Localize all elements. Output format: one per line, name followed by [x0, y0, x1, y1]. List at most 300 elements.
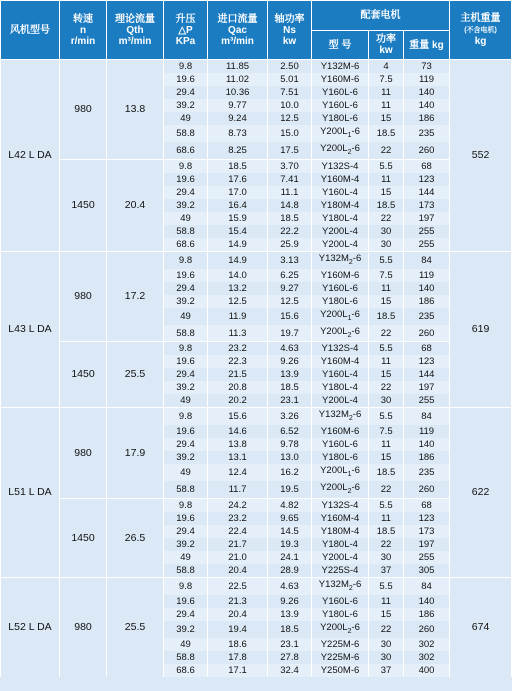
motor-type-cell: Y160L-6 [312, 595, 369, 608]
motor-weight-cell: 260 [404, 325, 450, 342]
motor-power-cell: 37 [369, 564, 404, 578]
table-row [1, 499, 512, 513]
speed-cell: 980 [60, 408, 107, 499]
motor-type-cell: $Y200L_2-6$ [312, 481, 369, 498]
inlet-flow-cell: 14.9 [208, 251, 268, 268]
theoretical-flow-cell: 13.8 [107, 60, 164, 160]
motor-power-cell: 5.5 [369, 251, 404, 268]
table-row [1, 251, 512, 268]
inlet-flow-cell: 22.3 [208, 355, 268, 368]
main-weight-cell: 552 [450, 60, 512, 252]
pressure-cell: 9.8 [164, 578, 208, 595]
motor-power-cell: 5.5 [369, 578, 404, 595]
motor-type-cell: Y160M-4 [312, 173, 369, 186]
inlet-flow-cell: 15.4 [208, 225, 268, 238]
pressure-cell: 19.6 [164, 269, 208, 282]
motor-type-cell: Y180L-4 [312, 381, 369, 394]
motor-weight-cell: 260 [404, 142, 450, 159]
pressure-cell: 49 [164, 464, 208, 481]
shaft-power-cell: 19.5 [268, 481, 312, 498]
pressure-cell: 49 [164, 394, 208, 408]
table-row [1, 408, 512, 425]
header-speed: 转速 n r/min [60, 1, 107, 60]
motor-power-cell: 30 [369, 551, 404, 564]
motor-type-cell: Y132S-4 [312, 499, 369, 513]
pressure-cell: 39.2 [164, 295, 208, 308]
motor-power-cell: 11 [369, 438, 404, 451]
inlet-flow-cell: 17.6 [208, 173, 268, 186]
motor-weight-cell: 68 [404, 159, 450, 173]
motor-weight-cell: 84 [404, 408, 450, 425]
shaft-power-cell: 27.8 [268, 651, 312, 664]
motor-weight-cell: 260 [404, 621, 450, 638]
motor-weight-cell: 255 [404, 551, 450, 564]
inlet-flow-cell: 9.77 [208, 99, 268, 112]
inlet-flow-cell: 18.5 [208, 159, 268, 173]
pressure-cell: 49 [164, 308, 208, 325]
pressure-cell: 29.4 [164, 368, 208, 381]
pressure-cell: 9.8 [164, 159, 208, 173]
shaft-power-cell: 3.26 [268, 408, 312, 425]
motor-type-cell: Y160M-6 [312, 425, 369, 438]
shaft-power-cell: 7.41 [268, 173, 312, 186]
motor-type-cell: Y132S-4 [312, 159, 369, 173]
shaft-power-cell: 10.0 [268, 99, 312, 112]
motor-power-cell: 18.5 [369, 525, 404, 538]
inlet-flow-cell: 9.24 [208, 112, 268, 125]
motor-type-cell: Y180L-6 [312, 608, 369, 621]
motor-power-cell: 22 [369, 481, 404, 498]
inlet-flow-cell: 17.0 [208, 186, 268, 199]
inlet-flow-cell: 14.9 [208, 238, 268, 252]
theoretical-flow-cell: 25.5 [107, 578, 164, 677]
motor-power-cell: 22 [369, 325, 404, 342]
motor-type-cell: Y132S-4 [312, 342, 369, 356]
inlet-flow-cell: 21.3 [208, 595, 268, 608]
motor-weight-cell: 119 [404, 73, 450, 86]
main-weight-cell: 674 [450, 578, 512, 677]
motor-power-cell: 7.5 [369, 73, 404, 86]
speed-cell: 980 [60, 251, 107, 342]
inlet-flow-cell: 20.4 [208, 564, 268, 578]
shaft-power-cell: 15.6 [268, 308, 312, 325]
inlet-flow-cell: 13.8 [208, 438, 268, 451]
motor-weight-cell: 140 [404, 282, 450, 295]
motor-power-cell: 5.5 [369, 159, 404, 173]
motor-power-cell: 18.5 [369, 308, 404, 325]
inlet-flow-cell: 19.4 [208, 621, 268, 638]
pressure-cell: 19.6 [164, 355, 208, 368]
inlet-flow-cell: 14.0 [208, 269, 268, 282]
motor-weight-cell: 84 [404, 251, 450, 268]
shaft-power-cell: 13.0 [268, 451, 312, 464]
theoretical-flow-cell: 17.9 [107, 408, 164, 499]
motor-type-cell: Y160L-6 [312, 86, 369, 99]
motor-weight-cell: 140 [404, 86, 450, 99]
pressure-cell: 58.8 [164, 325, 208, 342]
pressure-cell: 58.8 [164, 564, 208, 578]
motor-power-cell: 11 [369, 282, 404, 295]
motor-type-cell: Y200L-4 [312, 394, 369, 408]
shaft-power-cell: 9.27 [268, 282, 312, 295]
shaft-power-cell: 3.13 [268, 251, 312, 268]
motor-type-cell: $Y132M_2-6$ [312, 251, 369, 268]
motor-power-cell: 22 [369, 621, 404, 638]
shaft-power-cell: 22.2 [268, 225, 312, 238]
motor-power-cell: 22 [369, 381, 404, 394]
table-row [1, 159, 512, 173]
pressure-cell: 58.8 [164, 481, 208, 498]
inlet-flow-cell: 14.6 [208, 425, 268, 438]
speed-cell: 980 [60, 578, 107, 677]
shaft-power-cell: 14.5 [268, 525, 312, 538]
motor-weight-cell: 173 [404, 199, 450, 212]
inlet-flow-cell: 20.8 [208, 381, 268, 394]
motor-power-cell: 30 [369, 225, 404, 238]
inlet-flow-cell: 13.1 [208, 451, 268, 464]
shaft-power-cell: 23.1 [268, 638, 312, 651]
motor-power-cell: 4 [369, 60, 404, 74]
motor-type-cell: Y225M-6 [312, 638, 369, 651]
motor-type-cell: Y180L-4 [312, 212, 369, 225]
speed-cell: 1450 [60, 342, 107, 408]
pressure-cell: 19.6 [164, 425, 208, 438]
shaft-power-cell: 5.01 [268, 73, 312, 86]
motor-weight-cell: 144 [404, 368, 450, 381]
motor-power-cell: 30 [369, 651, 404, 664]
model-name-cell: L52 L DA [1, 578, 60, 677]
theoretical-flow-cell: 26.5 [107, 499, 164, 578]
pressure-cell: 9.8 [164, 499, 208, 513]
inlet-flow-cell: 12.4 [208, 464, 268, 481]
motor-power-cell: 22 [369, 142, 404, 159]
theoretical-flow-cell: 20.4 [107, 159, 164, 251]
motor-power-cell: 15 [369, 112, 404, 125]
shaft-power-cell: 11.1 [268, 186, 312, 199]
motor-weight-cell: 123 [404, 173, 450, 186]
motor-weight-cell: 123 [404, 355, 450, 368]
motor-power-cell: 30 [369, 238, 404, 252]
motor-power-cell: 11 [369, 99, 404, 112]
motor-weight-cell: 235 [404, 308, 450, 325]
motor-type-cell: $Y132M_2-6$ [312, 578, 369, 595]
motor-power-cell: 15 [369, 608, 404, 621]
motor-type-cell: $Y200L_2-6$ [312, 325, 369, 342]
motor-weight-cell: 302 [404, 638, 450, 651]
inlet-flow-cell: 24.2 [208, 499, 268, 513]
shaft-power-cell: 13.9 [268, 368, 312, 381]
motor-power-cell: 7.5 [369, 269, 404, 282]
inlet-flow-cell: 11.02 [208, 73, 268, 86]
pressure-cell: 19.6 [164, 73, 208, 86]
motor-weight-cell: 140 [404, 438, 450, 451]
shaft-power-cell: 19.3 [268, 538, 312, 551]
motor-type-cell: Y180L-6 [312, 451, 369, 464]
motor-weight-cell: 305 [404, 564, 450, 578]
motor-type-cell: Y160L-6 [312, 99, 369, 112]
shaft-power-cell: 23.1 [268, 394, 312, 408]
inlet-flow-cell: 20.4 [208, 608, 268, 621]
motor-type-cell: Y250M-6 [312, 664, 369, 677]
shaft-power-cell: 6.25 [268, 269, 312, 282]
motor-weight-cell: 197 [404, 212, 450, 225]
motor-type-cell: Y160M-4 [312, 355, 369, 368]
motor-power-cell: 7.5 [369, 425, 404, 438]
motor-power-cell: 22 [369, 212, 404, 225]
inlet-flow-cell: 23.2 [208, 512, 268, 525]
motor-power-cell: 5.5 [369, 499, 404, 513]
pressure-cell: 29.4 [164, 86, 208, 99]
motor-power-cell: 15 [369, 451, 404, 464]
shaft-power-cell: 6.52 [268, 425, 312, 438]
motor-weight-cell: 73 [404, 60, 450, 74]
shaft-power-cell: 32.4 [268, 664, 312, 677]
model-name-cell: L43 L DA [1, 251, 60, 408]
motor-weight-cell: 84 [404, 578, 450, 595]
motor-type-cell: $Y132M_2-6$ [312, 408, 369, 425]
shaft-power-cell: 7.51 [268, 86, 312, 99]
shaft-power-cell: 16.2 [268, 464, 312, 481]
motor-weight-cell: 255 [404, 238, 450, 252]
motor-weight-cell: 197 [404, 381, 450, 394]
shaft-power-cell: 28.9 [268, 564, 312, 578]
pressure-cell: 29.4 [164, 282, 208, 295]
motor-weight-cell: 186 [404, 295, 450, 308]
motor-type-cell: Y160M-6 [312, 73, 369, 86]
shaft-power-cell: 3.70 [268, 159, 312, 173]
inlet-flow-cell: 11.3 [208, 325, 268, 342]
motor-type-cell: Y200L-4 [312, 225, 369, 238]
shaft-power-cell: 9.78 [268, 438, 312, 451]
motor-weight-cell: 255 [404, 394, 450, 408]
motor-weight-cell: 260 [404, 481, 450, 498]
inlet-flow-cell: 8.73 [208, 125, 268, 142]
inlet-flow-cell: 23.2 [208, 342, 268, 356]
shaft-power-cell: 12.5 [268, 112, 312, 125]
motor-power-cell: 30 [369, 394, 404, 408]
motor-weight-cell: 68 [404, 342, 450, 356]
main-weight-cell: 622 [450, 408, 512, 578]
pressure-cell: 39.2 [164, 538, 208, 551]
pressure-cell: 68.6 [164, 238, 208, 252]
motor-type-cell: Y160L-4 [312, 186, 369, 199]
shaft-power-cell: 9.26 [268, 595, 312, 608]
motor-power-cell: 5.5 [369, 408, 404, 425]
motor-power-cell: 15 [369, 186, 404, 199]
pressure-cell: 68.6 [164, 142, 208, 159]
pressure-cell: 39.2 [164, 199, 208, 212]
table-row [1, 342, 512, 356]
motor-weight-cell: 119 [404, 269, 450, 282]
header-pressure-rise: 升压 △P KPa [164, 1, 208, 60]
pressure-cell: 19.6 [164, 512, 208, 525]
pressure-cell: 39.2 [164, 451, 208, 464]
shaft-power-cell: 9.65 [268, 512, 312, 525]
table-row [1, 60, 512, 74]
pressure-cell: 29.4 [164, 525, 208, 538]
pressure-cell: 9.8 [164, 408, 208, 425]
inlet-flow-cell: 13.2 [208, 282, 268, 295]
model-name-cell: L42 L DA [1, 60, 60, 252]
motor-weight-cell: 302 [404, 651, 450, 664]
table-row [1, 578, 512, 595]
shaft-power-cell: 13.9 [268, 608, 312, 621]
inlet-flow-cell: 21.5 [208, 368, 268, 381]
inlet-flow-cell: 15.9 [208, 212, 268, 225]
motor-power-cell: 22 [369, 538, 404, 551]
shaft-power-cell: 4.63 [268, 578, 312, 595]
motor-weight-cell: 140 [404, 595, 450, 608]
motor-type-cell: $Y200L_1-6$ [312, 308, 369, 325]
motor-weight-cell: 186 [404, 112, 450, 125]
motor-power-cell: 15 [369, 368, 404, 381]
model-name-cell: L51 L DA [1, 408, 60, 578]
motor-power-cell: 11 [369, 355, 404, 368]
speed-cell: 1450 [60, 499, 107, 578]
inlet-flow-cell: 15.6 [208, 408, 268, 425]
inlet-flow-cell: 11.85 [208, 60, 268, 74]
shaft-power-cell: 18.5 [268, 621, 312, 638]
shaft-power-cell: 4.82 [268, 499, 312, 513]
motor-weight-cell: 119 [404, 425, 450, 438]
inlet-flow-cell: 11.7 [208, 481, 268, 498]
motor-type-cell: Y180L-6 [312, 112, 369, 125]
motor-weight-cell: 144 [404, 186, 450, 199]
inlet-flow-cell: 8.25 [208, 142, 268, 159]
motor-power-cell: 18.5 [369, 199, 404, 212]
shaft-power-cell: 24.1 [268, 551, 312, 564]
shaft-power-cell: 14.8 [268, 199, 312, 212]
header-motor-weight: 重量 kg [404, 31, 450, 60]
motor-weight-cell: 400 [404, 664, 450, 677]
pressure-cell: 58.8 [164, 125, 208, 142]
motor-type-cell: Y160M-4 [312, 512, 369, 525]
motor-type-cell: Y200L-4 [312, 551, 369, 564]
motor-weight-cell: 68 [404, 499, 450, 513]
shaft-power-cell: 2.50 [268, 60, 312, 74]
motor-power-cell: 11 [369, 595, 404, 608]
motor-power-cell: 11 [369, 86, 404, 99]
motor-weight-cell: 197 [404, 538, 450, 551]
motor-type-cell: $Y200L_2-6$ [312, 142, 369, 159]
pressure-cell: 9.8 [164, 342, 208, 356]
pressure-cell: 9.8 [164, 60, 208, 74]
pressure-cell: 29.4 [164, 186, 208, 199]
inlet-flow-cell: 17.8 [208, 651, 268, 664]
motor-weight-cell: 140 [404, 99, 450, 112]
inlet-flow-cell: 17.1 [208, 664, 268, 677]
inlet-flow-cell: 21.7 [208, 538, 268, 551]
motor-type-cell: Y180L-6 [312, 295, 369, 308]
inlet-flow-cell: 22.4 [208, 525, 268, 538]
header-model: 风机型号 [1, 1, 60, 60]
pressure-cell: 19.6 [164, 173, 208, 186]
pressure-cell: 49 [164, 212, 208, 225]
header-theoretical-flow: 理论流量 Qth m³/min [107, 1, 164, 60]
shaft-power-cell: 12.5 [268, 295, 312, 308]
motor-weight-cell: 235 [404, 464, 450, 481]
header-motor-group: 配套电机 [312, 1, 450, 31]
theoretical-flow-cell: 17.2 [107, 251, 164, 342]
motor-type-cell: Y132M-6 [312, 60, 369, 74]
speed-cell: 1450 [60, 159, 107, 251]
theoretical-flow-cell: 25.5 [107, 342, 164, 408]
motor-power-cell: 5.5 [369, 342, 404, 356]
pressure-cell: 29.4 [164, 608, 208, 621]
shaft-power-cell: 15.0 [268, 125, 312, 142]
motor-power-cell: 37 [369, 664, 404, 677]
motor-weight-cell: 186 [404, 451, 450, 464]
motor-type-cell: Y180M-4 [312, 199, 369, 212]
shaft-power-cell: 19.7 [268, 325, 312, 342]
header-motor-type: 型 号 [312, 31, 369, 60]
inlet-flow-cell: 20.2 [208, 394, 268, 408]
main-weight-cell: 619 [450, 251, 512, 408]
shaft-power-cell: 18.5 [268, 381, 312, 394]
motor-type-cell: $Y200L_2-6$ [312, 621, 369, 638]
pressure-cell: 39.2 [164, 99, 208, 112]
shaft-power-cell: 25.9 [268, 238, 312, 252]
pressure-cell: 29.4 [164, 438, 208, 451]
shaft-power-cell: 17.5 [268, 142, 312, 159]
pressure-cell: 39.2 [164, 381, 208, 394]
motor-weight-cell: 235 [404, 125, 450, 142]
motor-type-cell: Y180L-4 [312, 538, 369, 551]
motor-type-cell: $Y200L_1-6$ [312, 125, 369, 142]
inlet-flow-cell: 10.36 [208, 86, 268, 99]
table-body [1, 60, 512, 677]
motor-type-cell: Y160M-6 [312, 269, 369, 282]
motor-power-cell: 18.5 [369, 125, 404, 142]
inlet-flow-cell: 18.6 [208, 638, 268, 651]
pressure-cell: 49 [164, 551, 208, 564]
inlet-flow-cell: 11.9 [208, 308, 268, 325]
motor-power-cell: 30 [369, 638, 404, 651]
motor-type-cell: Y225M-6 [312, 651, 369, 664]
motor-power-cell: 18.5 [369, 464, 404, 481]
pressure-cell: 19.6 [164, 595, 208, 608]
motor-power-cell: 15 [369, 295, 404, 308]
header-main-weight: 主机重量 (不含电机) kg [450, 1, 512, 60]
inlet-flow-cell: 21.0 [208, 551, 268, 564]
header-motor-power: 功率 kw [369, 31, 404, 60]
inlet-flow-cell: 12.5 [208, 295, 268, 308]
motor-weight-cell: 255 [404, 225, 450, 238]
pressure-cell: 39.2 [164, 621, 208, 638]
motor-type-cell: $Y200L_1-6$ [312, 464, 369, 481]
pressure-cell: 49 [164, 112, 208, 125]
motor-type-cell: Y200L-4 [312, 238, 369, 252]
pressure-cell: 68.6 [164, 664, 208, 677]
speed-cell: 980 [60, 60, 107, 160]
motor-weight-cell: 186 [404, 608, 450, 621]
pressure-cell: 9.8 [164, 251, 208, 268]
motor-weight-cell: 123 [404, 512, 450, 525]
pressure-cell: 58.8 [164, 225, 208, 238]
motor-type-cell: Y225S-4 [312, 564, 369, 578]
motor-type-cell: Y160L-6 [312, 282, 369, 295]
pressure-cell: 58.8 [164, 651, 208, 664]
pressure-cell: 49 [164, 638, 208, 651]
motor-type-cell: Y180M-4 [312, 525, 369, 538]
motor-type-cell: Y160L-6 [312, 438, 369, 451]
header-shaft-power: 轴功率 Ns kw [268, 1, 312, 60]
motor-power-cell: 11 [369, 173, 404, 186]
motor-type-cell: Y160L-4 [312, 368, 369, 381]
motor-weight-cell: 173 [404, 525, 450, 538]
motor-power-cell: 11 [369, 512, 404, 525]
shaft-power-cell: 18.5 [268, 212, 312, 225]
